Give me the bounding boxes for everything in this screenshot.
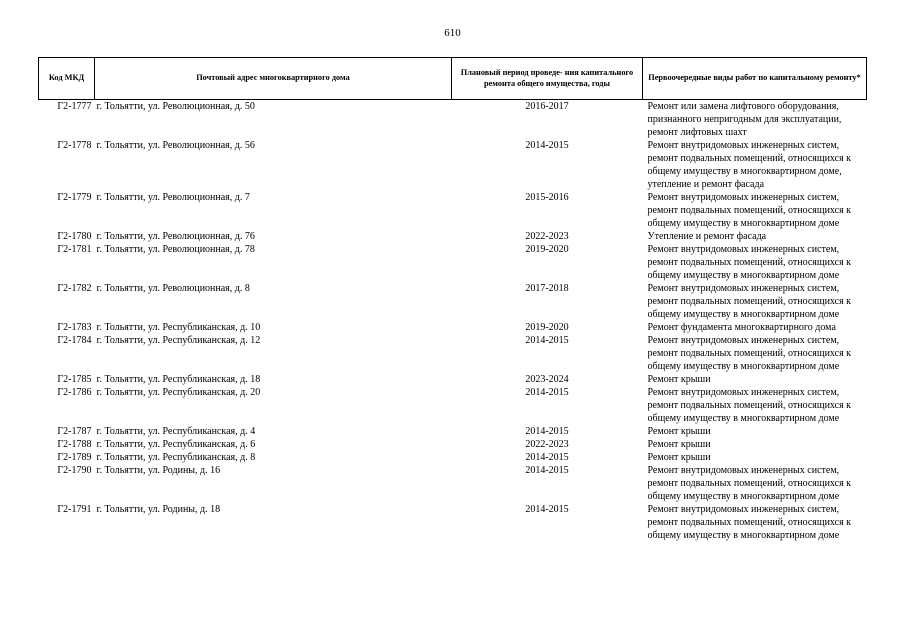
works-line: Ремонт внутридомовых инженерных систем,	[647, 283, 840, 294]
works-line: ремонт подвальных помещений, относящихся к	[647, 205, 852, 216]
works-line: Утепление и ремонт фасада	[647, 231, 767, 242]
header-row	[39, 58, 867, 100]
works-line: Ремонт внутридомовых инженерных систем,	[647, 192, 840, 203]
cell-period: 2015-2016	[525, 192, 569, 203]
table-row	[39, 334, 867, 373]
cell-period: 2014-2015	[525, 335, 569, 346]
works-line: общему имуществу в многоквартирном доме	[647, 530, 840, 541]
cell-period: 2016-2017	[525, 101, 569, 112]
cell-address: г. Тольятти, ул. Республиканская, д. 12	[96, 335, 261, 346]
cell-address: г. Тольятти, ул. Родины, д. 16	[96, 465, 221, 476]
cell-works	[643, 139, 867, 191]
cell-code: Г2-1779	[57, 192, 92, 203]
table-row	[39, 503, 867, 542]
cell-address: г. Тольятти, ул. Революционная, д. 8	[96, 283, 250, 294]
works-line: Ремонт крыши	[647, 374, 711, 385]
cell-works	[643, 373, 867, 386]
table-row	[39, 386, 867, 425]
header-address: Почтовый адрес многоквартирного дома	[95, 58, 452, 100]
works-line: ремонт подвальных помещений, относящихся к	[647, 348, 852, 359]
cell-works	[643, 438, 867, 451]
cell-address: г. Тольятти, ул. Родины, д. 18	[96, 504, 221, 515]
cell-works	[643, 334, 867, 373]
cell-code: Г2-1787	[57, 426, 92, 437]
cell-period: 2022-2023	[525, 439, 569, 450]
cell-address: г. Тольятти, ул. Революционная, д. 76	[96, 231, 255, 242]
table-row	[39, 451, 867, 464]
cell-works	[643, 425, 867, 438]
works-line: ремонт подвальных помещений, относящихся к	[647, 296, 852, 307]
cell-address: г. Тольятти, ул. Республиканская, д. 8	[96, 452, 256, 463]
works-line: общему имуществу в многоквартирном доме	[647, 413, 840, 424]
works-line: общему имуществу в многоквартирном доме	[647, 491, 840, 502]
cell-address: г. Тольятти, ул. Республиканская, д. 6	[96, 439, 256, 450]
cell-works	[643, 386, 867, 425]
housing-table-container	[38, 57, 866, 542]
cell-period: 2014-2015	[525, 426, 569, 437]
housing-table	[38, 57, 867, 542]
cell-address: г. Тольятти, ул. Республиканская, д. 18	[96, 374, 261, 385]
table-row	[39, 373, 867, 386]
table-row	[39, 438, 867, 451]
cell-works	[643, 230, 867, 243]
works-line: общему имуществу в многоквартирном доме	[647, 309, 840, 320]
cell-works	[643, 321, 867, 334]
cell-code: Г2-1783	[57, 322, 92, 333]
cell-address: г. Тольятти, ул. Республиканская, д. 20	[96, 387, 261, 398]
table-row	[39, 425, 867, 438]
cell-code: Г2-1785	[57, 374, 92, 385]
cell-code: Г2-1786	[57, 387, 92, 398]
works-line: ремонт лифтовых шахт	[647, 127, 747, 138]
works-line: общему имуществу в многоквартирном доме	[647, 270, 840, 281]
cell-code: Г2-1778	[57, 140, 92, 151]
works-line: ремонт подвальных помещений, относящихся к	[647, 400, 852, 411]
works-line: утепление и ремонт фасада	[647, 179, 765, 190]
cell-works	[643, 100, 867, 140]
works-line: Ремонт крыши	[647, 452, 711, 463]
cell-works	[643, 282, 867, 321]
table-row	[39, 230, 867, 243]
cell-works	[643, 243, 867, 282]
works-line: общему имуществу в многоквартирном доме	[647, 218, 840, 229]
table-body	[39, 100, 867, 543]
cell-works	[643, 191, 867, 230]
header-code: Код МКД	[39, 58, 95, 100]
cell-period: 2019-2020	[525, 322, 569, 333]
table-row	[39, 139, 867, 191]
works-line: ремонт подвальных помещений, относящихся к	[647, 257, 852, 268]
header-period: Плановый период проведе- ния капитального ремонта общего имущества, годы	[452, 58, 643, 100]
works-line: Ремонт крыши	[647, 426, 711, 437]
page-number: 610	[444, 27, 461, 39]
table-row	[39, 100, 867, 140]
cell-code: Г2-1784	[57, 335, 92, 346]
cell-address: г. Тольятти, ул. Революционная, д. 50	[96, 101, 255, 112]
cell-code: Г2-1777	[57, 101, 92, 112]
cell-period: 2017-2018	[525, 283, 569, 294]
cell-works	[643, 464, 867, 503]
works-line: ремонт подвальных помещений, относящихся к	[647, 517, 852, 528]
works-line: Ремонт крыши	[647, 439, 711, 450]
table-row	[39, 464, 867, 503]
cell-address: г. Тольятти, ул. Революционная, д. 7	[96, 192, 250, 203]
cell-code: Г2-1791	[57, 504, 92, 515]
works-line: Ремонт фундамента многоквартирного дома	[647, 322, 836, 333]
works-line: Ремонт внутридомовых инженерных систем,	[647, 140, 840, 151]
cell-address: г. Тольятти, ул. Республиканская, д. 10	[96, 322, 261, 333]
cell-period: 2014-2015	[525, 387, 569, 398]
cell-period: 2014-2015	[525, 140, 569, 151]
cell-period: 2022-2023	[525, 231, 569, 242]
works-line: признанного непригодным для эксплуатации,	[647, 114, 842, 125]
cell-code: Г2-1790	[57, 465, 92, 476]
cell-period: 2014-2015	[525, 465, 569, 476]
works-line: Ремонт внутридомовых инженерных систем,	[647, 465, 840, 476]
cell-address: г. Тольятти, ул. Республиканская, д. 4	[96, 426, 256, 437]
cell-address: г. Тольятти, ул. Революционная, д. 78	[96, 244, 255, 255]
cell-code: Г2-1782	[57, 283, 92, 294]
works-line: ремонт подвальных помещений, относящихся к	[647, 478, 852, 489]
cell-period: 2014-2015	[525, 504, 569, 515]
works-line: общему имуществу в многоквартирном доме,	[647, 166, 842, 177]
header-works: Первоочередные виды работ по капитальному ремонту*	[643, 58, 867, 100]
cell-code: Г2-1789	[57, 452, 92, 463]
cell-code: Г2-1780	[57, 231, 92, 242]
table-row	[39, 243, 867, 282]
cell-works	[643, 503, 867, 542]
works-line: ремонт подвальных помещений, относящихся к	[647, 153, 852, 164]
table-row	[39, 282, 867, 321]
cell-period: 2023-2024	[525, 374, 569, 385]
works-line: Ремонт или замена лифтового оборудования,	[647, 101, 839, 112]
works-line: Ремонт внутридомовых инженерных систем,	[647, 387, 840, 398]
cell-works	[643, 451, 867, 464]
cell-period: 2019-2020	[525, 244, 569, 255]
works-line: Ремонт внутридомовых инженерных систем,	[647, 504, 840, 515]
table-row	[39, 321, 867, 334]
cell-code: Г2-1788	[57, 439, 92, 450]
works-line: Ремонт внутридомовых инженерных систем,	[647, 244, 840, 255]
works-line: Ремонт внутридомовых инженерных систем,	[647, 335, 840, 346]
table-row	[39, 191, 867, 230]
works-line: общему имуществу в многоквартирном доме	[647, 361, 840, 372]
cell-code: Г2-1781	[57, 244, 92, 255]
table-header	[39, 58, 867, 100]
cell-address: г. Тольятти, ул. Революционная, д. 56	[96, 140, 255, 151]
cell-period: 2014-2015	[525, 452, 569, 463]
